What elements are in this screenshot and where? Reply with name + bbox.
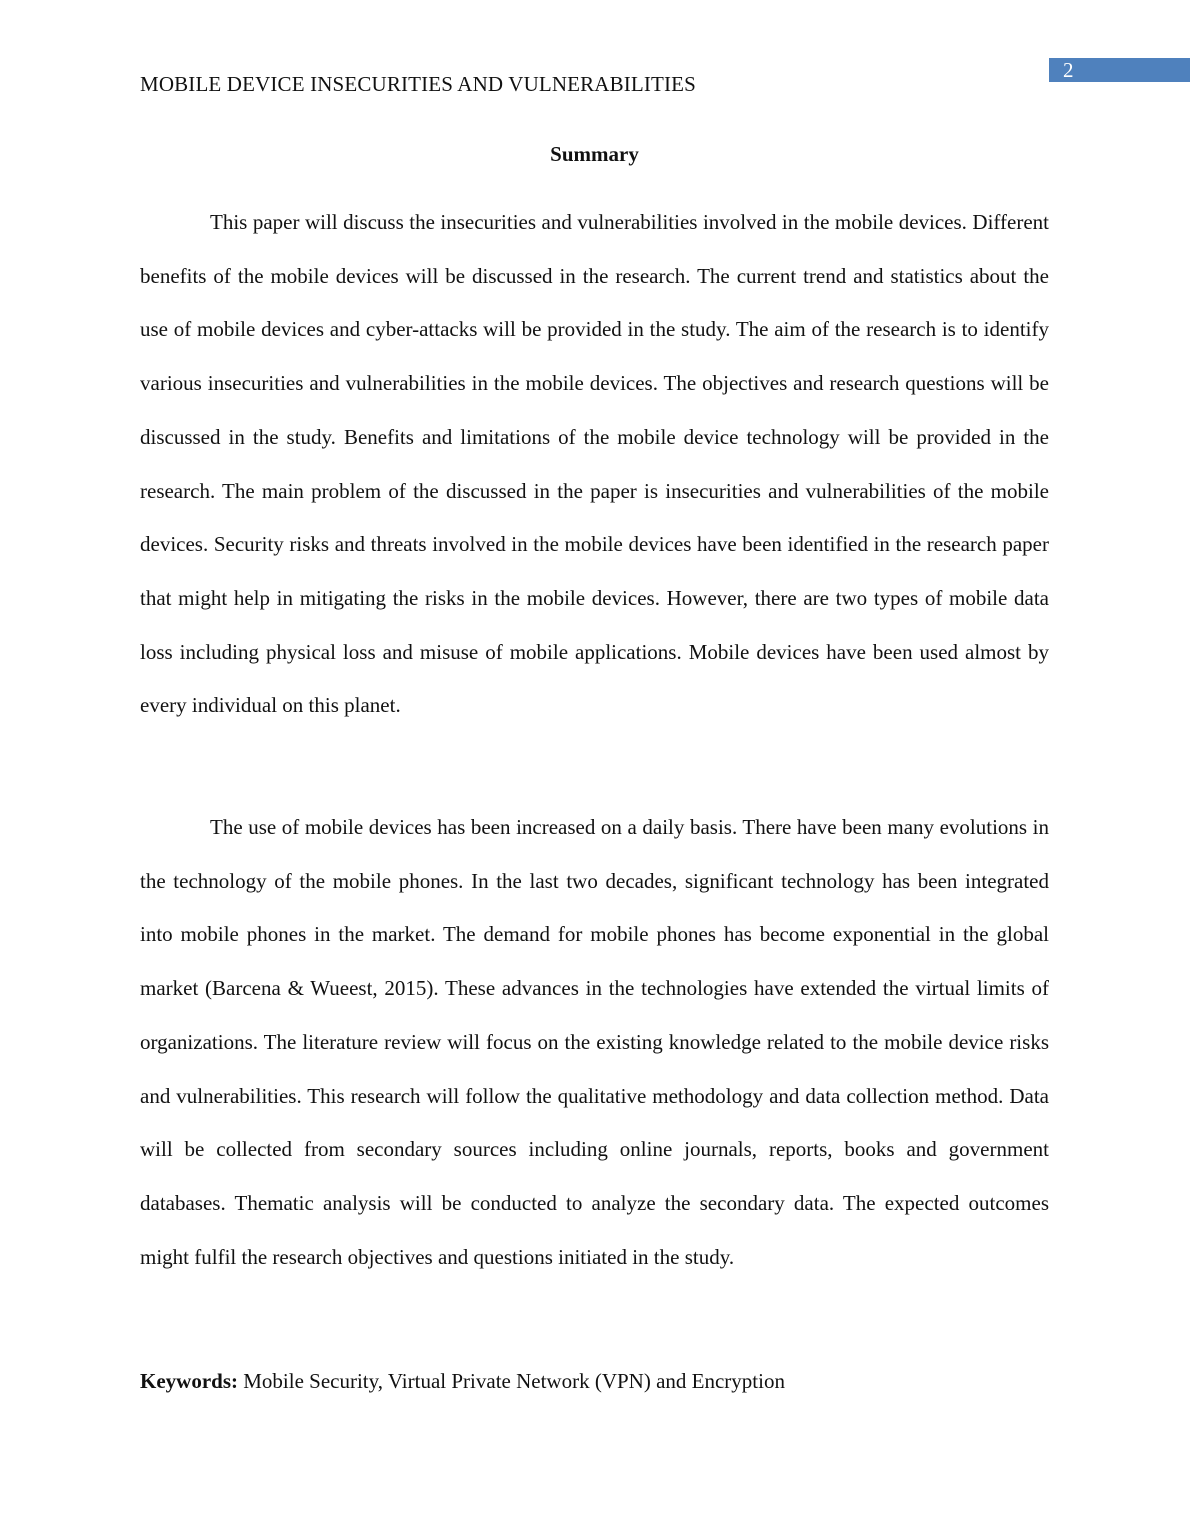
keywords-text: Mobile Security, Virtual Private Network (VPN) and Encryption — [238, 1369, 785, 1393]
summary-paragraph-1: This paper will discuss the insecurities and vulnerabilities involved in the mobile devices. Different benefits of the mobile devices will be discussed in the research. The current trend and statistics about the use of mobile devices and cyber-attacks will be provided in the study. The aim of the research is to identify various insecurities and vulnerabilities in the mobile devices. The objectives and research questions will be discussed in the study. Benefits and limitations of the mobile device technology will be provided in the research. The main problem of the discussed in the paper is insecurities and vulnerabilities of the mobile devices. Security risks and threats involved in the mobile devices have been identified in the research paper that might help in mitigating the risks in the mobile devices. However, there are two types of mobile data loss including physical loss and misuse of mobile applications. Mobile devices have been used almost by every individual on this planet. — [140, 210, 1049, 718]
keywords-label: Keywords: — [140, 1369, 238, 1393]
summary-paragraph-2: The use of mobile devices has been increased on a daily basis. There have been many evolutions in the technology of the mobile phones. In the last two decades, significant technology has been integrated into mobile phones in the market. The demand for mobile phones has become exponential in the global market (Barcena & Wueest, 2015). These advances in the technologies have extended the virtual limits of organizations. The literature review will focus on the existing knowledge related to the mobile device risks and vulnerabilities. This research will follow the qualitative methodology and data collection method. Data will be collected from secondary sources including online journals, reports, books and government databases. Thematic analysis will be conducted to analyze the secondary data. The expected outcomes might fulfil the research objectives and questions initiated in the study. — [140, 815, 1049, 1269]
running-head: MOBILE DEVICE INSECURITIES AND VULNERABILITIES — [140, 72, 696, 96]
page-number-bar — [1049, 58, 1190, 82]
section-heading: Summary — [550, 142, 639, 166]
keywords-line — [140, 1367, 785, 1395]
page-number: 2 — [1063, 58, 1074, 82]
